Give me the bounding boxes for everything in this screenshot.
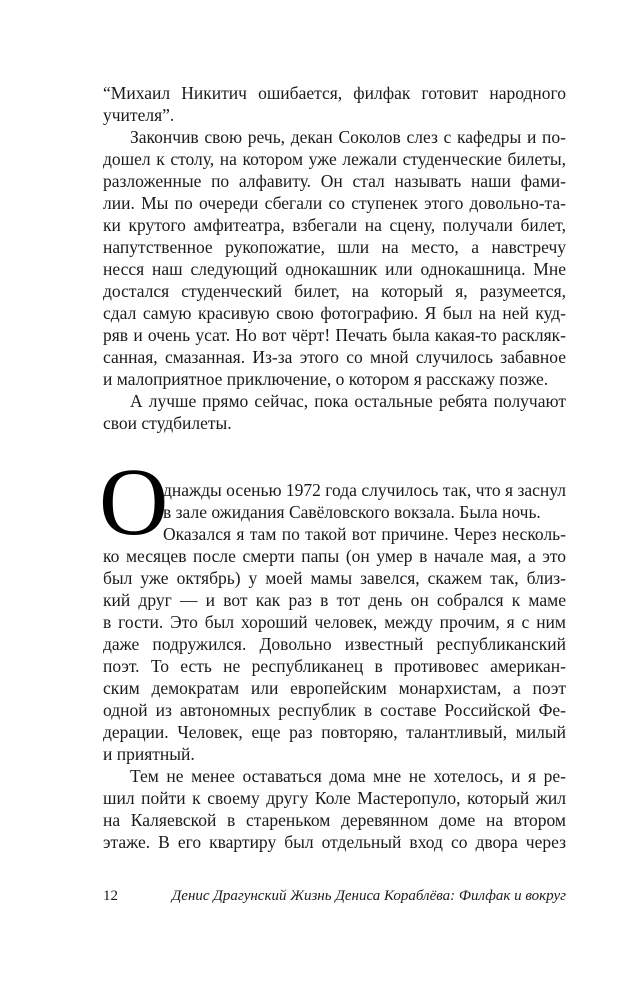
text-line: ским демократам или европейским монархистам, а поэт [103,678,566,698]
text-line: учителя”. [103,105,175,125]
text-line: кий друг — и вот как раз в тот день он собрался к маме [103,590,566,610]
text-line: был уже октябрь) у моей мамы завелся, скажем так, близ- [103,568,566,588]
text-line: свои студбилеты. [103,413,232,433]
text-line: и малоприятное приключение, о котором я расскажу позже. [103,369,549,389]
text-line: разложенные по алфавиту. Он стал называть наши фами- [103,171,566,191]
text-line: поэт. То есть не республиканец в противовес американ- [103,656,566,676]
text-line: одной из автономных республик в составе Российской Фе- [103,700,566,720]
text-line: ки крутого амфитеатра, взбегали на сцену, получали билет, [103,215,566,235]
text-line: сдал самую красивую свою фотографию. Я был на ней куд- [103,303,566,323]
text-line: ко месяцев после смерти папы (он умер в начале мая, а это [103,546,566,566]
drop-cap: О [99,448,169,555]
text-line: “Михаил Никитич ошибается, филфак готовит народного [103,83,566,103]
text-line: в гости. Это был хороший человек, между прочим, я с ним [103,612,566,632]
text-line: Тем не менее оставаться дома мне не хотелось, и я ре- [130,766,566,786]
text-line: дошел к столу, на котором уже лежали студенческие билеты, [103,149,566,169]
text-line: и приятный. [103,744,195,764]
text-line: даже подружился. Довольно известный республиканский [103,634,566,654]
text-line: санная, смазанная. Из-за этого со мной случилось забавное [103,347,566,367]
running-title: Денис Драгунский Жизнь Дениса Кораблёва: Филфак и вокруг [171,888,566,904]
text-line: этаже. В его квартиру был отдельный вход со двора через [103,832,566,852]
text-line: шил пойти к своему другу Коле Мастеропуло, который жил [103,788,566,808]
text-line: днажды осенью 1972 года случилось так, что я заснул [163,480,566,500]
text-line: ряв и очень усат. Но вот чёрт! Печать была какая-то раскляк- [103,325,566,345]
text-line: лии. Мы по очереди сбегали со ступенек этого довольно-та- [103,193,566,213]
text-line: А лучше прямо сейчас, пока остальные ребята получают [130,391,566,411]
text-line: дерации. Человек, еще раз повторяю, талантливый, милый [103,722,566,742]
text-line: в зале ожидания Савёловского вокзала. Была ночь. [163,502,541,522]
text-line: достался студенческий билет, на который я, разумеется, [103,281,566,301]
text-line: Закончив свою речь, декан Соколов слез с кафедры и по- [130,127,566,147]
page-number: 12 [103,888,118,904]
text-line: несся наш следующий однокашник или однокашница. Мне [103,259,566,279]
text-line: на Каляевской в стареньком деревянном доме на втором [103,810,566,830]
text-line: Оказался я там по такой вот причине. Через несколь- [163,524,566,544]
text-line: напутственное рукопожатие, шли на место, а навстречу [103,237,566,257]
